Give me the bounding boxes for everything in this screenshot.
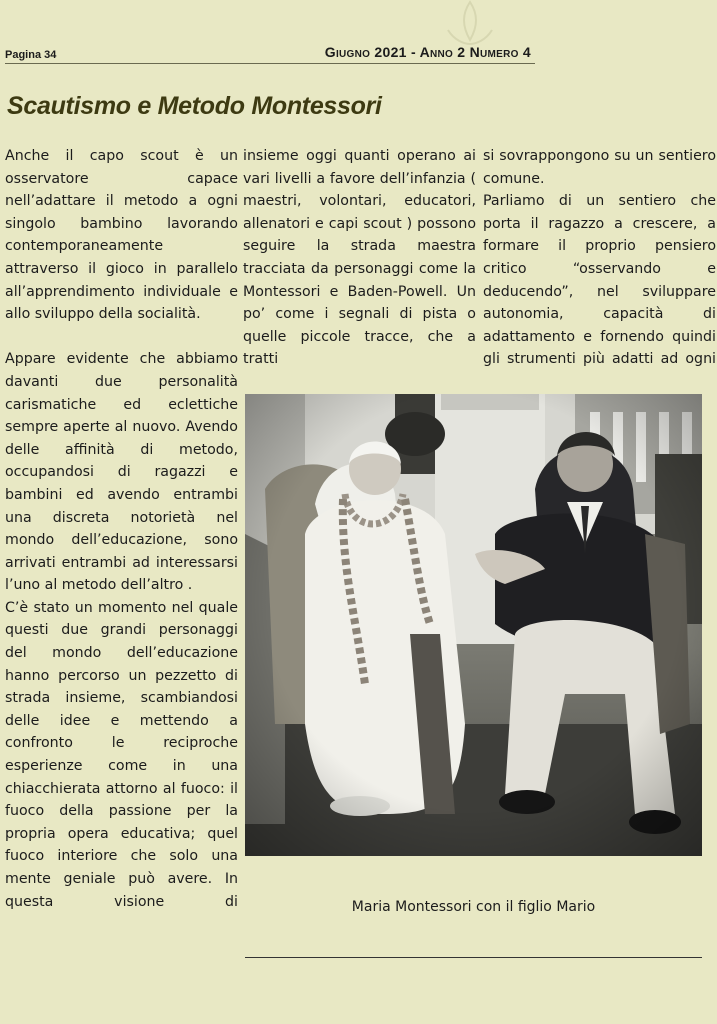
article-title: Scautismo e Metodo Montessori xyxy=(7,92,382,120)
photo-caption: Maria Montessori con il figlio Mario xyxy=(351,899,596,915)
watermark-logo xyxy=(440,0,500,46)
photo-montessori xyxy=(245,394,702,856)
column-3 xyxy=(483,145,716,371)
page-number: Pagina 34 xyxy=(5,49,57,61)
paragraph: Parliamo di un sentiero che porta il ragazzo a crescere, a formare il proprio pensiero critico “osservando e deducendo”, nel sviluppare autonomia, capacità di adattamento e fornendo quindi gli strumenti più adatti ad ogni xyxy=(483,193,716,368)
paragraph: insieme oggi quanti operano ai vari livelli a favore dell’infanzia ( maestri, volontari, educatori, allenatori e capi scout ) possono seguire la strada maestra tracciata da personaggi come la Montessori e Baden-Powell. Un po’ come i segnali di pista o quelle piccole tracce, che a tratti xyxy=(243,148,476,368)
column-2 xyxy=(243,145,476,371)
paragraph: si sovrappongono su un sentiero comune. xyxy=(483,148,716,187)
issue-info: Giugno 2021 - Anno 2 Numero 4 xyxy=(324,44,531,60)
paragraph: C’è stato un momento nel quale questi due grandi personaggi del mondo dell’educazione hanno percorso un pezzetto di strada insieme, scambiandosi delle idee e mettendo a confronto le reciproche esperienze come in una chiacchierata attorno al fuoco: il fuoco della passione per la propria opera educativa; quel fuoco interiore che solo una mente geniale può avere. In questa visione di xyxy=(5,599,238,910)
column-1 xyxy=(5,145,238,913)
paragraph: Anche il capo scout è un osservatore capace nell’adattare il metodo a ogni singolo bambino lavorando contemporaneamente attraverso il gioco in parallelo all’apprendimento individuale e allo sviluppo della socialità. xyxy=(5,148,238,323)
header-rule xyxy=(5,63,535,64)
footer-rule xyxy=(245,957,702,958)
paragraph: Appare evidente che abbiamo davanti due personalità carismatiche ed eclettiche sempre aperte al nuovo. Avendo delle affinità di metodo, occupandosi di ragazzi e bambini ed avendo entrambi una discreta notorietà nel mondo dell’educazione, sono arrivati entrambi ad interessarsi l’uno al metodo dell’altro . xyxy=(5,351,238,594)
